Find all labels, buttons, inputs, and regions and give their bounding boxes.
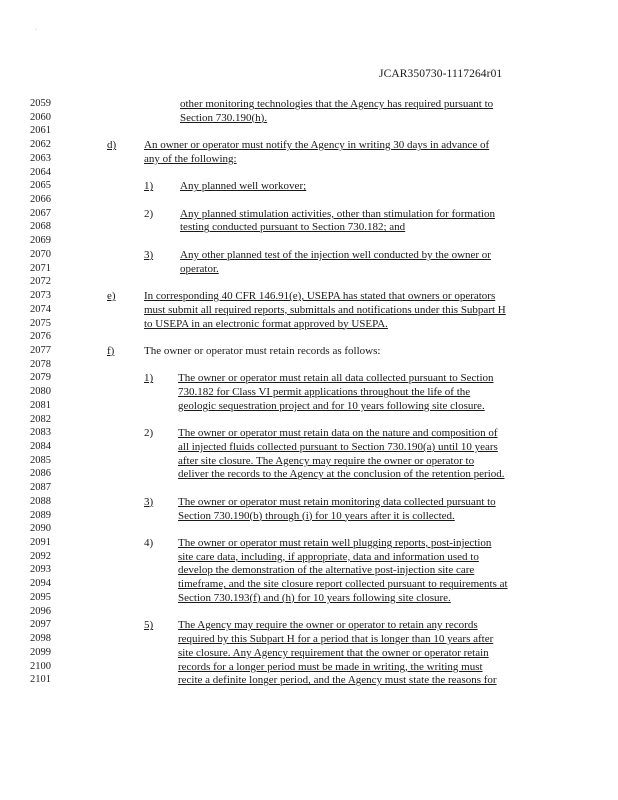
line-number: 2063 [30,152,51,164]
line-number: 2084 [30,441,51,452]
document-line [0,97,618,111]
item-marker: 1) [144,372,154,385]
line-text: The owner or operator must retain records as follows: [144,344,381,357]
line-number: 2092 [30,550,51,562]
line-text: The owner or operator must retain all data collected pursuant to Section [178,372,494,385]
document-line [0,248,618,262]
line-text: The Agency may require the owner or operator to retain any records [178,619,478,632]
line-number: 2074 [30,303,51,315]
document-line [0,262,618,276]
document-line [0,152,618,166]
line-text: must submit all required reports, submittals and notifications under this Subpart H [144,303,506,316]
line-number: 2098 [30,633,51,645]
document-line [0,303,618,317]
line-text: after site closure. The Agency may require the owner or operator to [178,454,475,467]
line-number: 2090 [30,523,51,535]
line-text: site closure. Any Agency requirement that the owner or operator retain [178,646,489,659]
line-number: 2086 [30,468,51,480]
line-text: The owner or operator must retain monitoring data collected pursuant to [178,495,496,508]
line-text: Section 730.190(h). [180,111,268,124]
line-number: 2101 [30,674,51,686]
line-number: 2088 [30,495,51,507]
line-number: 2078 [30,358,51,370]
document-line [0,317,618,331]
document-line [0,371,618,385]
document-line [0,673,618,687]
document-line [0,481,618,495]
line-number: 2080 [30,386,51,398]
line-number: 2072 [30,276,51,288]
document-line [0,124,618,138]
line-number: 2097 [30,619,51,631]
line-number: 2062 [30,139,51,151]
line-number: 2061 [30,125,51,137]
line-text: The owner or operator must retain data on the nature and composition of [178,427,498,440]
line-number: 2059 [30,98,51,109]
line-text: operator. [180,262,219,275]
line-text: geologic sequestration project and for 10 years following site closure. [178,399,485,412]
document-line [0,111,618,125]
line-number: 2066 [30,194,51,206]
line-number: 2091 [30,537,51,549]
document-line [0,577,618,591]
line-number: 2096 [30,605,51,617]
line-text: The owner or operator must retain well plugging reports, post-injection [178,537,492,550]
line-text: develop the demonstration of the alternative post-injection site care [178,564,475,577]
line-text: to USEPA in an electronic format approved by USEPA. [144,317,388,330]
line-number: 2075 [30,317,51,329]
line-number: 2081 [30,399,51,411]
line-number: 2076 [30,331,51,343]
line-text: timeframe, and the site closure report collected pursuant to requirements at [178,578,508,591]
document-line [0,591,618,605]
document-line [0,495,618,509]
line-number: 2070 [30,248,51,260]
document-line [0,522,618,536]
item-marker: f) [107,344,115,357]
item-marker: 3) [144,495,154,508]
document-line [0,467,618,481]
item-marker: e) [107,290,116,303]
item-marker: 2) [144,207,154,220]
document-line [0,632,618,646]
document-line [0,330,618,344]
document-line [0,399,618,413]
document-code-header: JCAR350730-1117264r01 [379,68,503,80]
line-text: site care data, including, if appropriate, data and information used to [178,550,479,563]
line-number: 2079 [30,372,51,384]
line-number: 2077 [30,344,51,356]
line-number: 2073 [30,290,51,302]
line-number: 2094 [30,578,51,590]
document-line [0,563,618,577]
line-text: deliver the records to the Agency at the conclusion of the retention period. [178,468,505,481]
line-text: Any planned well workover; [180,180,307,193]
line-number: 2082 [30,413,51,425]
line-text: Any planned stimulation activities, other than stimulation for formation [180,207,495,220]
line-number: 2093 [30,564,51,576]
document-line [0,536,618,550]
line-number: 2100 [30,660,51,672]
line-number: 2087 [30,482,51,494]
document-line [0,660,618,674]
line-text: records for a longer period must be made in writing, the writing must [178,660,483,673]
document-line [0,550,618,564]
item-marker: 1) [144,180,154,193]
document-line [0,618,618,632]
document-line [0,166,618,180]
line-text: Any other planned test of the injection well conducted by the owner or [180,248,491,261]
document-line [0,289,618,303]
item-marker: 4) [144,537,154,550]
line-text: In corresponding 40 CFR 146.91(e), USEPA has stated that owners or operators [144,290,496,303]
document-line [0,605,618,619]
document-line [0,358,618,372]
line-text: required by this Subpart H for a period that is longer than 10 years after [178,633,494,646]
document-line [0,413,618,427]
line-number: 2067 [30,207,51,219]
item-marker: d) [107,139,117,152]
line-number: 2095 [30,591,51,603]
document-line [0,426,618,440]
document-line [0,275,618,289]
item-marker: 3) [144,248,154,261]
document-line [0,454,618,468]
line-text: Section 730.193(f) and (h) for 10 years following site closure. [178,591,451,604]
document-line [0,646,618,660]
item-marker: 2) [144,427,154,440]
line-number: 2065 [30,180,51,192]
line-number: 2069 [30,235,51,247]
document-line [0,138,618,152]
line-number: 2085 [30,454,51,466]
document-line [0,385,618,399]
line-number: 2060 [30,111,51,123]
line-text: testing conducted pursuant to Section 730.182; and [180,221,406,234]
line-number: 2071 [30,262,51,274]
line-number: 2089 [30,509,51,521]
document-line [0,207,618,221]
document-line [0,509,618,523]
document-line [0,193,618,207]
line-number: 2099 [30,646,51,658]
line-text: An owner or operator must notify the Agency in writing 30 days in advance of [144,139,490,152]
line-number: 2064 [30,166,51,178]
document-line [0,234,618,248]
line-text: other monitoring technologies that the Agency has required pursuant to [180,98,494,110]
document-line [0,179,618,193]
document-line [0,220,618,234]
item-marker: 5) [144,619,154,632]
line-number: 2083 [30,427,51,439]
document-line [0,344,618,358]
line-text: 730.182 for Class VI permit applications throughout the life of the [178,386,471,399]
line-text: all injected fluids collected pursuant to Section 730.190(a) until 10 years [178,441,498,453]
document-line [0,440,618,454]
line-text: Section 730.190(b) through (i) for 10 years after it is collected. [178,509,455,522]
line-text: recite a definite longer period, and the Agency must state the reasons for [178,674,497,687]
line-number: 2068 [30,221,51,233]
line-text: any of the following: [144,152,237,165]
page-speck: · [35,27,37,33]
